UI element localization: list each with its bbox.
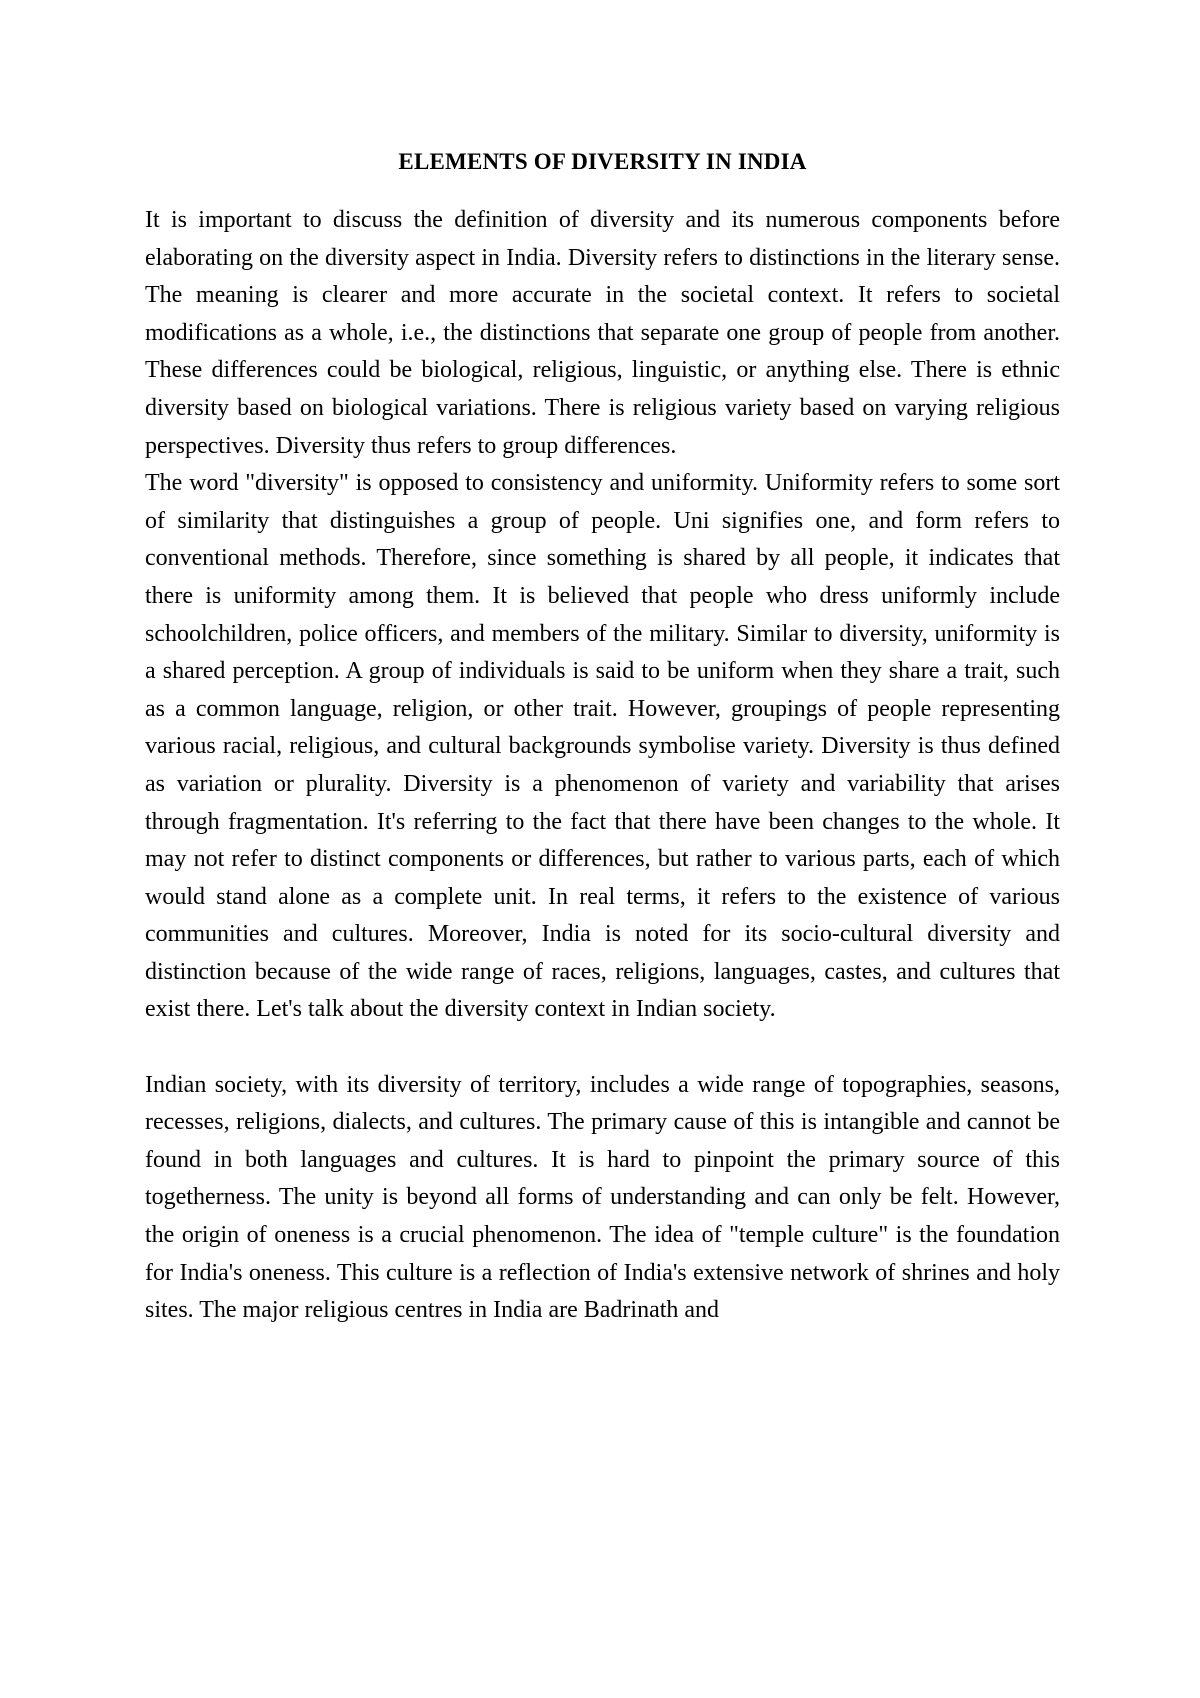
paragraph-indian-society: Indian society, with its diversity of territory, includes a wide range of topographies, seasons, recesses, religions, dialects, and cultures. The primary cause of this is intangible and cannot be found in both languages and cultures. It is hard to pinpoint the primary source of this togetherness. The unity is beyond all forms of understanding and can only be felt. However, the origin of oneness is a crucial phenomenon. The idea of "temple culture" is the foundation for India's oneness. This culture is a reflection of India's extensive network of shrines and holy sites. The major religious centres in India are Badrinath and bbox=[145, 1071, 1060, 1324]
paragraph-diversity-vs-uniformity: The word "diversity" is opposed to consistency and uniformity. Uniformity refers to some sort of similarity that distinguishes a group of people. Uni signifies one, and form refers to conventional methods. Therefore, since something is shared by all people, it indicates that there is uniformity among them. It is believed that people who dress uniformly include schoolchildren, police officers, and members of the military. Similar to diversity, uniformity is a shared perception. A group of individuals is said to be uniform when they share a trait, such as a common language, religion, or other trait. However, groupings of people representing various racial, religious, and cultural backgrounds symbolise variety. Diversity is thus defined as variation or plurality. Diversity is a phenomenon of variety and variability that arises through fragmentation. It's referring to the fact that there have been changes to the whole. It may not refer to distinct components or differences, but rather to various parts, each of which would stand alone as a complete unit. In real terms, it refers to the existence of various communities and cultures. Moreover, India is noted for its socio-cultural diversity and distinction because of the wide range of races, religions, languages, castes, and cultures that exist there. Let's talk about the diversity context in Indian society. bbox=[145, 470, 1060, 1023]
paragraph-definition-of-diversity: It is important to discuss the definition of diversity and its numerous components before elaborating on the diversity aspect in India. Diversity refers to distinctions in the literary sense. The meaning is clearer and more accurate in the societal context. It refers to societal modifications as a whole, i.e., the distinctions that separate one group of people from another. These differences could be biological, religious, linguistic, or anything else. There is ethnic diversity based on biological variations. There is religious variety based on varying religious perspectives. Diversity thus refers to group differences. bbox=[145, 207, 1060, 459]
document-title: ELEMENTS OF DIVERSITY IN INDIA bbox=[398, 149, 807, 174]
document-body bbox=[145, 146, 1060, 1330]
